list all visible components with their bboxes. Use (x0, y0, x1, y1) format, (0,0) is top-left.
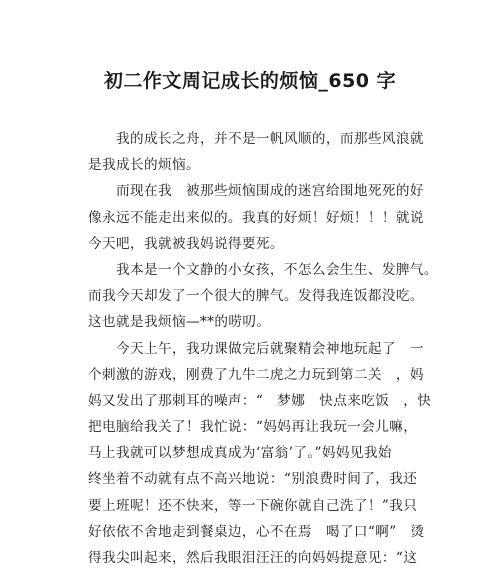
text-line: 个刺激的游戏，刚费了九牛二虎之力玩到第二关 ，妈 (88, 366, 424, 383)
document-body (88, 126, 438, 571)
text-line: 好依依不舍地走到餐桌边，心不在焉 喝了口“啊” 烫 (88, 523, 425, 540)
text-line: 而我今天却发了一个很大的脾气。发得我连饭都没吃。 (88, 288, 424, 305)
text-line: 是我成长的烦恼。 (88, 157, 200, 174)
text-line: 要上班呢！还不快来，等一下碗你就自己洗了！”我只 (88, 497, 418, 514)
text-line: 这也就是我烦恼—**的唠叨。 (88, 314, 271, 331)
text-line: 妈又发出了那刺耳的噪声：“ 梦娜 快点来吃饭 ，快 (88, 392, 432, 409)
text-line: 我本是一个文静的小女孩，不怎么会生生、发脾气。 (116, 261, 438, 278)
text-line: 今天吧，我就被我妈说得要死。 (88, 235, 284, 252)
text-line: 像永远不能走出来似的。我真的好烦！好烦！！！就说 (88, 209, 424, 226)
text-line: 而现在我 被那些烦恼围成的迷宫给围地死死的好 (116, 183, 424, 200)
text-line: 马上我就可以梦想成真成为‘富翁’了。”妈妈见我始 (88, 445, 392, 462)
document-title: 初二作文周记成长的烦恼_650 字 (103, 70, 397, 92)
text-line: 终坐着不动就有点不高兴地说：“别浪费时间了，我还 (88, 471, 418, 488)
text-line: 今天上午，我功课做完后就聚精会神地玩起了 一 (116, 340, 424, 357)
text-line: 把电脑给我关了！我忙说：“妈妈再让我玩一会儿嘛， (88, 419, 418, 436)
text-line: 我的成长之舟，并不是一帆风顺的，而那些风浪就 (116, 131, 424, 147)
text-line: 得我尖叫起来，然后我眼泪汪汪的向妈妈提意见：“这 (88, 550, 418, 566)
